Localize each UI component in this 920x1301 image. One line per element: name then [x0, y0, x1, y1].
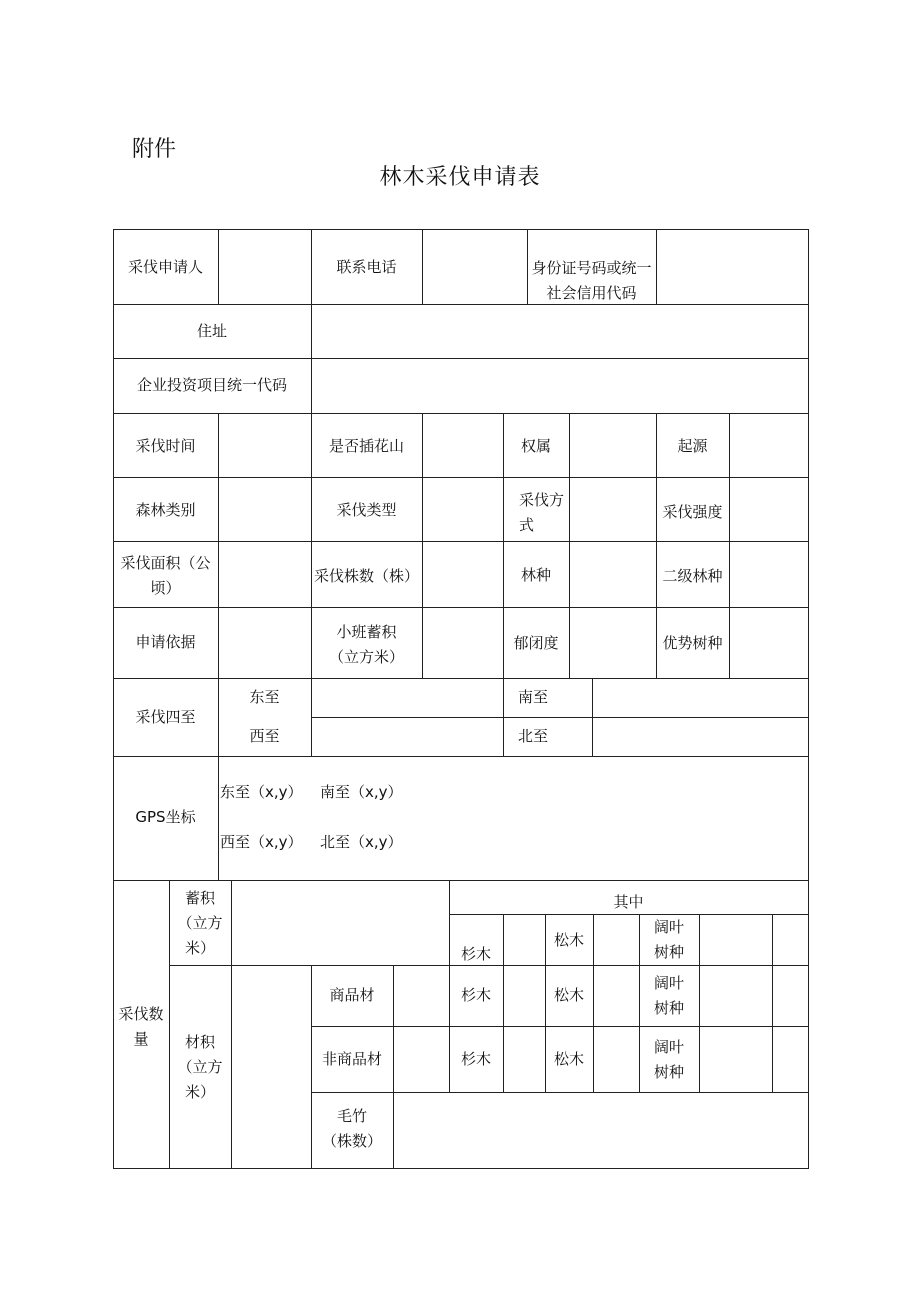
label-west: 西至 — [249, 727, 280, 745]
label-stock-2: （立方米） — [328, 648, 404, 666]
label-gps-south: 南至（x,y） — [320, 783, 403, 801]
table-hline — [311, 717, 809, 718]
label-gps-east: 东至（x,y） — [220, 783, 303, 801]
table-vline — [311, 678, 312, 757]
label-boundary: 采伐四至 — [135, 708, 196, 726]
label-bamboo-1: 毛竹 — [336, 1107, 367, 1125]
label-gps-west: 西至（x,y） — [220, 833, 303, 851]
label-forest-category: 森林类别 — [135, 501, 196, 519]
label-fir: 杉木 — [460, 986, 491, 1004]
label-id-2: 社会信用代码 — [546, 284, 637, 302]
label-canopy: 郁闭度 — [513, 634, 559, 652]
label-noncommercial: 非商品材 — [321, 1050, 382, 1068]
label-cut-method-1: 采伐方 — [519, 491, 565, 509]
label-bamboo-2: （株数） — [321, 1132, 382, 1150]
label-quantity-1: 采伐数 — [118, 1005, 164, 1023]
label-second-forest-type: 二级林种 — [662, 567, 723, 585]
label-stock-1: 小班蓄积 — [336, 623, 397, 641]
label-cut-area-2: 顷） — [150, 579, 181, 597]
label-project-code: 企业投资项目统一代码 — [136, 376, 287, 394]
label-dominant-species: 优势树种 — [662, 634, 723, 652]
label-ownership: 权属 — [520, 437, 551, 455]
label-quantity-2: 量 — [133, 1030, 149, 1048]
label-gps: GPS坐标 — [135, 808, 196, 826]
label-pine: 松木 — [553, 1050, 584, 1068]
label-north: 北至 — [517, 727, 548, 745]
label-broadleaf-1: 阔叶 — [653, 974, 684, 992]
table-hline — [311, 1092, 809, 1093]
label-timber-1: 材积 — [184, 1033, 215, 1051]
label-volume-1: 蓄积 — [184, 889, 215, 907]
label-volume-2: （立方 — [177, 914, 223, 932]
label-id-1: 身份证号码或统一 — [531, 259, 652, 277]
label-fir: 杉木 — [460, 1050, 491, 1068]
table-vline — [808, 229, 809, 1169]
table-vline — [311, 304, 312, 414]
label-forest-type: 林种 — [520, 566, 551, 584]
label-broadleaf-1: 阔叶 — [653, 1038, 684, 1056]
label-address: 住址 — [196, 322, 227, 340]
label-tree-count: 采伐株数（株） — [313, 567, 419, 585]
label-among: 其中 — [613, 893, 644, 911]
label-phone: 联系电话 — [336, 258, 397, 276]
label-cut-intensity: 采伐强度 — [662, 503, 723, 521]
label-applicant: 采伐申请人 — [127, 258, 203, 276]
table-hline — [113, 358, 809, 359]
label-cut-type: 采伐类型 — [336, 501, 397, 519]
label-timber-2: （立方 — [177, 1058, 223, 1076]
table-vline — [218, 229, 219, 305]
table-vline — [772, 914, 773, 1093]
label-cut-method-2: 式 — [519, 516, 535, 534]
label-cut-time: 采伐时间 — [135, 437, 196, 455]
table-vline — [729, 413, 730, 679]
table-vline — [422, 229, 423, 305]
label-commercial: 商品材 — [329, 986, 375, 1004]
attachment-label: 附件 — [132, 137, 177, 162]
table-vline — [656, 229, 657, 305]
label-timber-3: 米） — [184, 1083, 215, 1101]
label-pine: 松木 — [553, 931, 584, 949]
label-broadleaf-2: 树种 — [653, 999, 684, 1017]
table-vline — [569, 413, 570, 679]
table-hline — [113, 1168, 809, 1169]
table-vline — [218, 756, 219, 881]
table-vline — [593, 914, 594, 1093]
label-pine: 松木 — [553, 986, 584, 1004]
label-volume-3: 米） — [184, 939, 215, 957]
label-gps-north: 北至（x,y） — [320, 833, 403, 851]
label-south: 南至 — [517, 688, 548, 706]
label-east: 东至 — [249, 688, 280, 706]
table-hline — [311, 1026, 809, 1027]
label-basis: 申请依据 — [135, 633, 196, 651]
table-vline — [231, 880, 232, 1169]
form-title: 林木采伐申请表 — [379, 165, 541, 190]
label-insert-flower: 是否插花山 — [328, 437, 404, 455]
label-broadleaf-2: 树种 — [653, 943, 684, 961]
label-fir: 杉木 — [460, 945, 491, 963]
table-vline — [699, 914, 700, 1093]
label-broadleaf-1: 阔叶 — [653, 918, 684, 936]
label-broadleaf-2: 树种 — [653, 1063, 684, 1081]
table-vline — [393, 965, 394, 1169]
table-vline — [503, 914, 504, 1093]
table-vline — [422, 413, 423, 679]
label-origin: 起源 — [677, 437, 708, 455]
label-cut-area-1: 采伐面积（公 — [120, 554, 211, 572]
table-vline — [592, 678, 593, 757]
